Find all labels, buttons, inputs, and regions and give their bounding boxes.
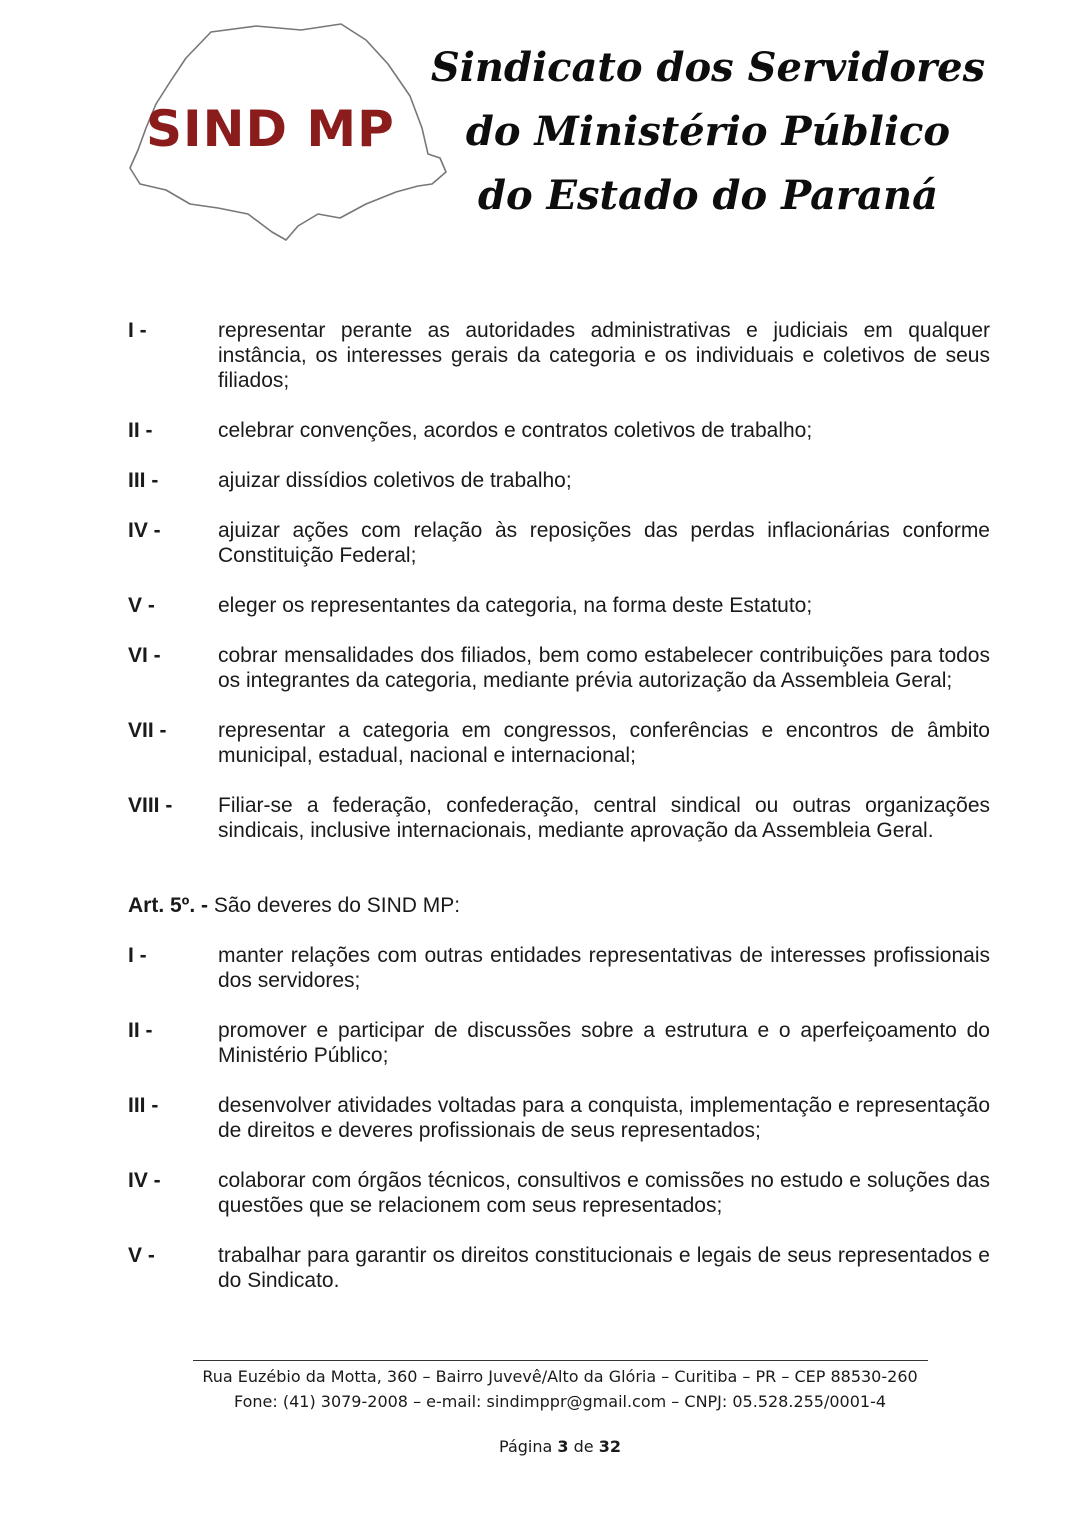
item-text: trabalhar para garantir os direitos constitucionais e legais de seus representados e do Sindicato. <box>218 1244 990 1292</box>
item-number: VI - <box>128 644 161 667</box>
item-text: promover e participar de discussões sobre a estrutura e o aperfeiçoamento do Ministério Público; <box>218 1019 990 1067</box>
list-item <box>128 1093 990 1143</box>
list-item <box>128 518 990 568</box>
item-text: representar perante as autoridades administrativas e judiciais em qualquer instância, os interesses gerais da categoria e os individuais e coletivos de seus filiados; <box>218 319 990 392</box>
org-name-line-2: do Ministério Público <box>465 108 951 155</box>
item-text: cobrar mensalidades dos filiados, bem como estabelecer contribuições para todos os integrantes da categoria, mediante prévia autorização da Assembleia Geral; <box>218 644 990 692</box>
list-item <box>128 468 990 493</box>
list-item <box>128 943 990 993</box>
item-number: VIII - <box>128 794 173 817</box>
list-item <box>128 1168 990 1218</box>
item-number: IV - <box>128 1169 161 1192</box>
footer-address: Rua Euzébio da Motta, 360 – Bairro Juvevê/Alto da Glória – Curitiba – PR – CEP 88530-260 <box>202 1367 918 1386</box>
item-number: III - <box>128 1094 159 1117</box>
item-number: V - <box>128 594 155 617</box>
item-text: eleger os representantes da categoria, na forma deste Estatuto; <box>218 594 813 617</box>
item-number: V - <box>128 1244 155 1267</box>
list-item <box>128 793 990 843</box>
page-total: 32 <box>598 1437 621 1456</box>
item-number: VII - <box>128 719 167 742</box>
org-name-line-1: Sindicato dos Servidores <box>430 44 986 91</box>
letterhead <box>0 0 1080 260</box>
item-text: ajuizar dissídios coletivos de trabalho; <box>218 469 572 492</box>
page-of: de <box>573 1437 594 1456</box>
item-number: I - <box>128 944 147 967</box>
item-text: representar a categoria em congressos, conferências e encontros de âmbito municipal, estadual, nacional e internacional; <box>218 719 990 767</box>
item-text: manter relações com outras entidades representativas de interesses profissionais dos servidores; <box>218 944 990 992</box>
item-text: celebrar convenções, acordos e contratos coletivos de trabalho; <box>218 419 813 442</box>
list-item <box>128 1243 990 1293</box>
page-number <box>0 1437 1080 1456</box>
item-number: III - <box>128 469 159 492</box>
organization-name <box>408 36 1008 228</box>
page-word: Página <box>499 1437 553 1456</box>
list-item <box>128 718 990 768</box>
item-text: colaborar com órgãos técnicos, consultivos e comissões no estudo e soluções das questões que se relacionem com seus representados; <box>218 1169 990 1217</box>
footer-contact: Fone: (41) 3079-2008 – e-mail: sindimppr@gmail.com – CNPJ: 05.528.255/0001-4 <box>233 1392 887 1411</box>
list-item <box>128 318 990 393</box>
list-item <box>128 643 990 693</box>
item-number: II - <box>128 1019 153 1042</box>
item-number: I - <box>128 319 147 342</box>
item-text: Filiar-se a federação, confederação, central sindical ou outras organizações sindicais, inclusive internacionais, mediante aprovação da Assembleia Geral. <box>218 794 990 842</box>
page-current: 3 <box>557 1437 569 1456</box>
logo-sind-mp: SIND MP <box>146 100 395 158</box>
org-name-line-3: do Estado do Paraná <box>477 172 939 219</box>
footer <box>150 1364 970 1414</box>
list-item <box>128 1018 990 1068</box>
item-number: II - <box>128 419 153 442</box>
item-number: IV - <box>128 519 161 542</box>
list-item <box>128 418 990 443</box>
item-text: desenvolver atividades voltadas para a conquista, implementação e representação de direitos e deveres profissionais de seus representados; <box>218 1094 990 1142</box>
article-heading <box>128 893 990 918</box>
list-item <box>128 593 990 618</box>
document-body <box>128 318 990 1318</box>
item-text: ajuizar ações com relação às reposições das perdas inflacionárias conforme Constituição Federal; <box>218 519 990 567</box>
footer-divider <box>193 1360 928 1361</box>
article-label: Art. 5º. - <box>128 894 209 917</box>
article-text: São deveres do SIND MP: <box>213 894 461 917</box>
